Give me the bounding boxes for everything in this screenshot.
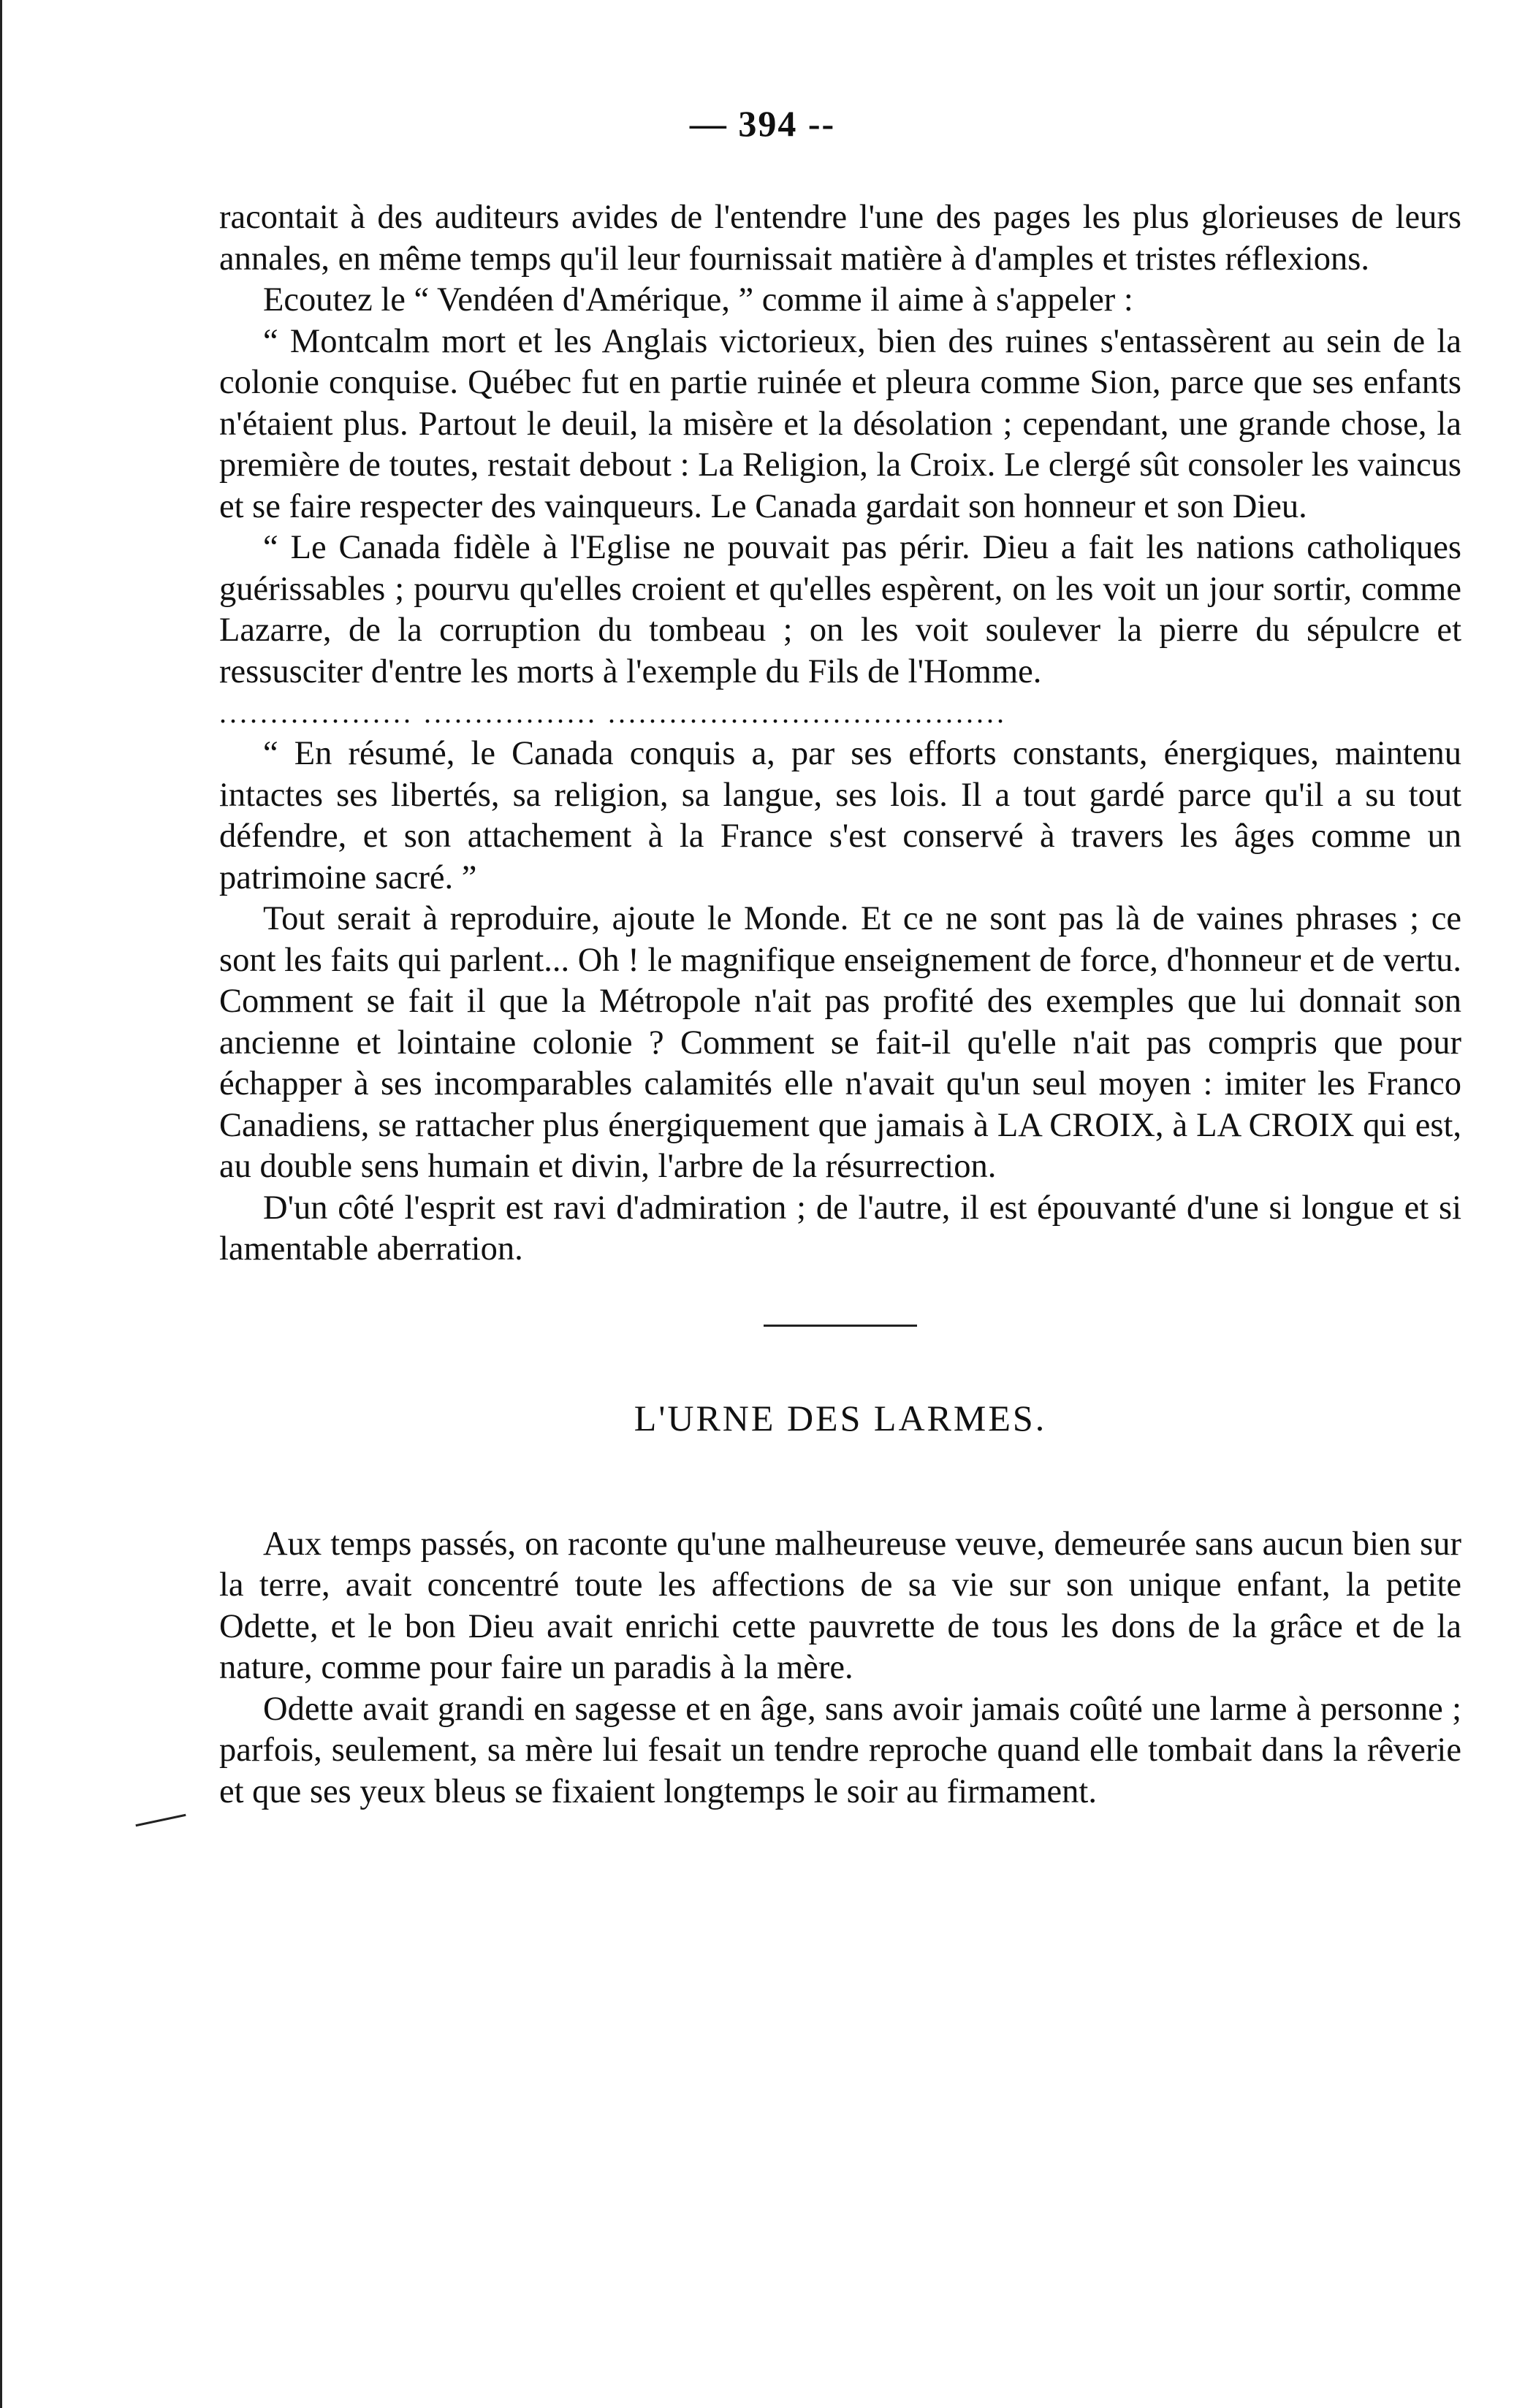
paragraph-5: “ En résumé, le Canada conquis a, par ses efforts constants, énergiques, maintenu intactes ses libertés, sa religion, sa langue, ses lois. Il a tout gardé parce qu'il a su tout défendre, et son attachement à la France s'est conservé à travers les âges comme un patrimoine sacré. ” xyxy=(219,735,1461,896)
paragraph-7: D'un côté l'esprit est ravi d'admiration ; de l'autre, il est épouvanté d'une si longue et si lamentable aberration. xyxy=(219,1189,1461,1268)
paragraph-4: “ Le Canada fidèle à l'Eglise ne pouvait pas périr. Dieu a fait les nations catholiques guérissables ; pourvu qu'elles croient et qu'elles espèrent, on les voit un jour sortir, comme Lazarre, de la corruption du tombeau ; on les voit soulever la pierre du sépulcre et ressusciter d'entre les morts à l'exemple du Fils de l'Homme. xyxy=(219,529,1461,690)
section-body xyxy=(219,1524,1461,1813)
section-title: L'URNE DES LARMES. xyxy=(634,1397,1047,1439)
paragraph-1: racontait à des auditeurs avides de l'entendre l'une des pages les plus glorieuses de leurs annales, en même temps qu'il leur fournissait matière à d'amples et tristes réflexions. xyxy=(219,199,1461,278)
omission-dots: ................... ................. ....................................... xyxy=(219,696,1007,729)
page-edge xyxy=(0,0,11,2408)
section-paragraph-2: Odette avait grandi en sagesse et en âge, sans avoir jamais coûté une larme à personne ; parfois, seulement, sa mère lui fesait un tendre reproche quand elle tombait dans la rêverie et que ses yeux bleus se fixaient longtemps le soir au firmament. xyxy=(219,1690,1461,1810)
margin-mark xyxy=(135,1814,186,1826)
section-divider xyxy=(764,1325,917,1327)
paragraph-2: Ecoutez le “ Vendéen d'Amérique, ” comme il aime à s'appeler : xyxy=(263,281,1133,319)
paragraph-3: “ Montcalm mort et les Anglais victorieux, bien des ruines s'entassèrent au sein de la colonie conquise. Québec fut en partie ruinée et pleura comme Sion, parce que ses enfants n'étaient plus. Partout le deuil, la misère et la désolation ; cependant, une grande chose, la première de toutes, restait debout : La Religion, la Croix. Le clergé sût consoler les vaincus et se faire respecter des vainqueurs. Le Canada gardait son honneur et son Dieu. xyxy=(219,322,1461,525)
text-column xyxy=(219,197,1461,1813)
page-number: — 394 -- xyxy=(689,103,836,144)
section-paragraph-1: Aux temps passés, on raconte qu'une malheureuse veuve, demeurée sans aucun bien sur la terre, avait concentré toute les affections de sa vie sur son unique enfant, la petite Odette, et le bon Dieu avait enrichi cette pauvrette de tous les dons de la grâce et de la nature, comme pour faire un paradis à la mère. xyxy=(219,1525,1461,1686)
paragraph-6: Tout serait à reproduire, ajoute le Monde. Et ce ne sont pas là de vaines phrases ; ce sont les faits qui parlent... Oh ! le magnifique enseignement de force, d'honneur et de vertu. Comment se fait il que la Métropole n'ait pas profité des exemples que lui donnait son ancienne et lointaine colonie ? Comment se fait-il qu'elle n'ait pas compris que pour échapper à ses incomparables calamités elle n'avait qu'un seul moyen : imiter les Franco Canadiens, se rattacher plus énergiquement que jamais à LA CROIX, à LA CROIX qui est, au double sens humain et divin, l'arbre de la résurrection. xyxy=(219,900,1461,1185)
